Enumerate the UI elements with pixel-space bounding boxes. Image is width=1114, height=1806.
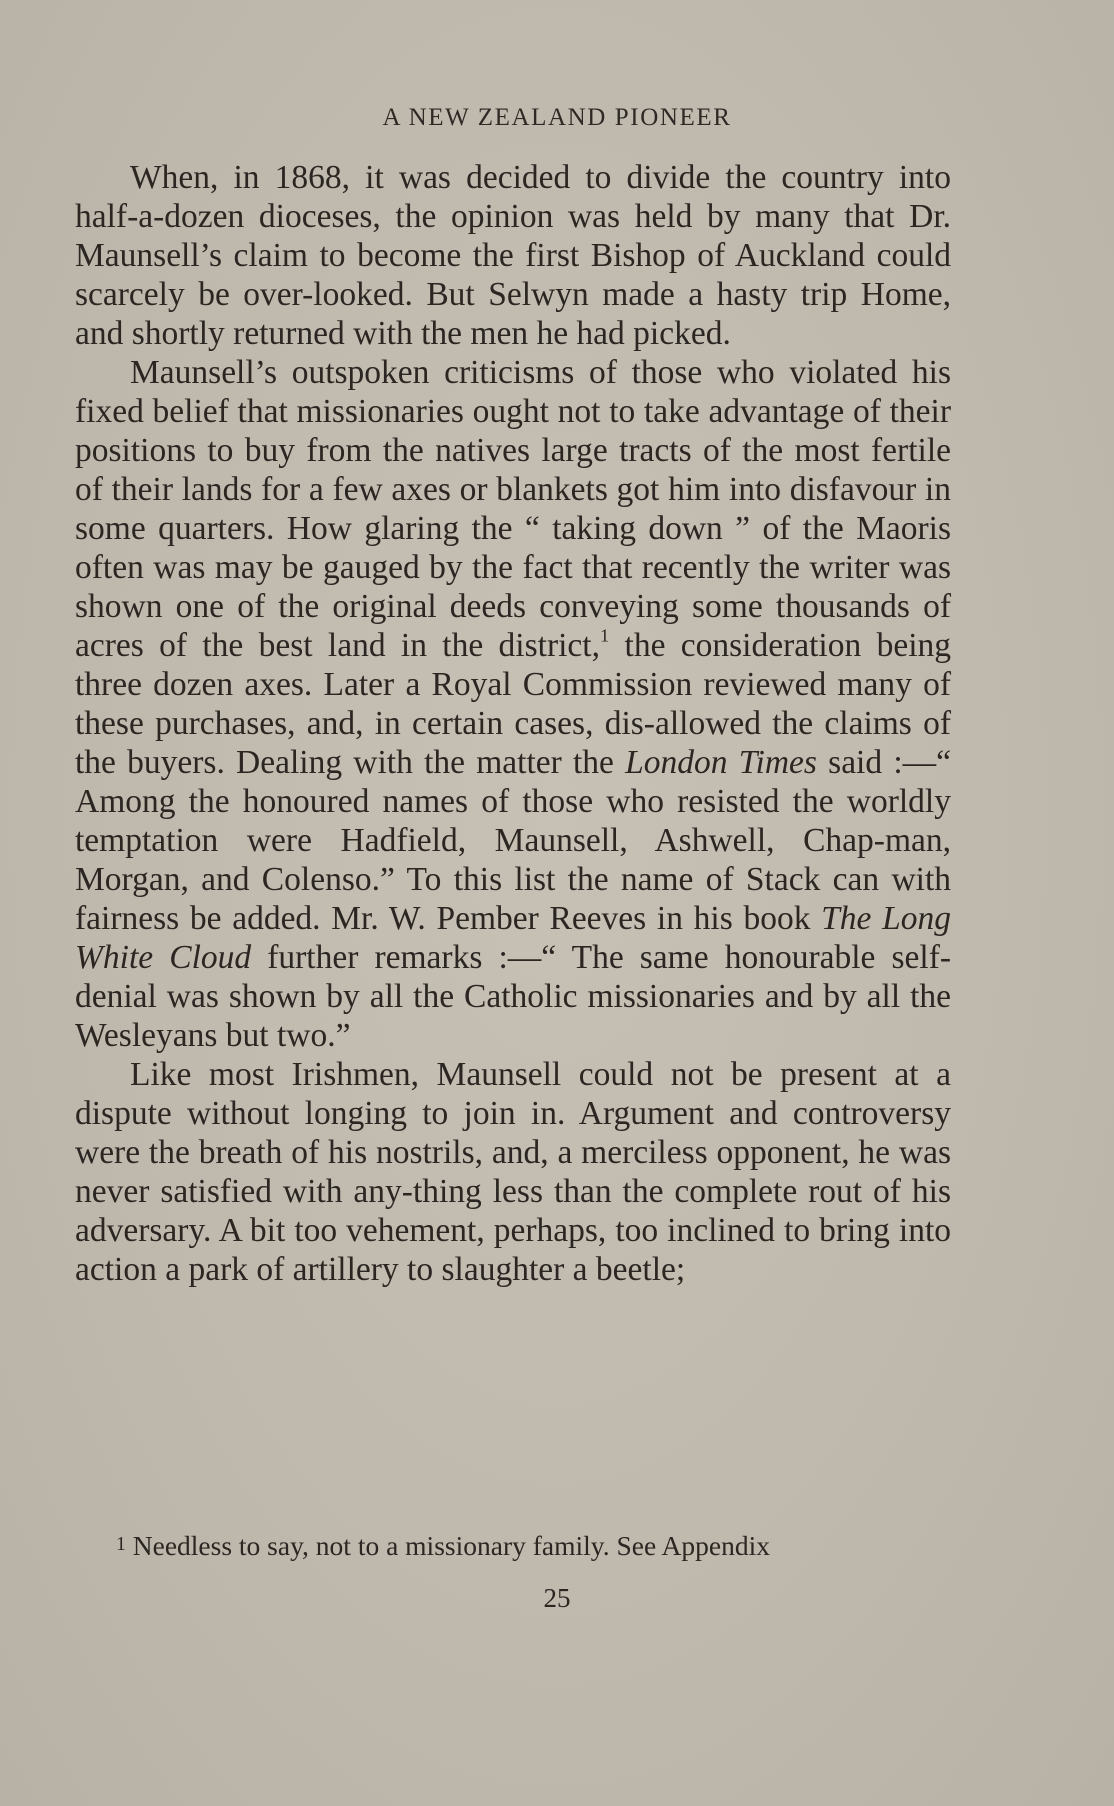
page-number: 25 [543, 1583, 571, 1613]
body-text [75, 158, 951, 1289]
running-head: A NEW ZEALAND PIONEER [382, 104, 732, 131]
footnote-marker: 1 [116, 1533, 126, 1555]
paragraph-2-text: further remarks :—“ The same honourable self-denial was shown by all the Catholic missionaries and by all the Wesleyans but two.” [75, 939, 952, 1054]
paragraph-2 [75, 353, 951, 1055]
paragraph-3: Like most Irishmen, Maunsell could not be present at a dispute without longing to join in. Argument and controversy were the breath of his nostrils, and, a merciless opponent, he was never satisfied with any-thing less than the complete rout of his adversary. A bit too vehement, perhaps, too inclined to bring into action a park of artillery to slaughter a beetle; [75, 1056, 951, 1288]
footnote-reference[interactable]: 1 [599, 625, 610, 646]
paragraph-2-text: the consideration being three dozen axes. Later a Royal Commission reviewed many of these purchases, and, in certain cases, dis-allowed the claims of the buyers. Dealing with the matter the [75, 627, 952, 781]
paragraph-1: When, in 1868, it was decided to divide the country into half-a-dozen dioceses, the opinion was held by many that Dr. Maunsell’s claim to become the first Bishop of Auckland could scarcely be over-looked. But Selwyn made a hasty trip Home, and shortly returned with the men he had picked. [75, 159, 951, 352]
paragraph-2-text: said :—“ Among the honoured names of those who resisted the worldly temptation were Hadfield, Maunsell, Ashwell, Chap-man, Morgan, and Colenso.” To this list the name of Stack can with fairness be added. Mr. W. Pember Reeves in his book [75, 744, 952, 937]
italic-title-london-times: London Times [625, 744, 817, 781]
footnote-text: Needless to say, not to a missionary family. See Appendix [125, 1529, 770, 1561]
paragraph-2-text: Maunsell’s outspoken criticisms of those who violated his fixed belief that missionaries ought not to take advantage of their positions to buy from the natives large tracts of the most fertile of their lands for a few axes or blankets got him into disfavour in some quarters. How glaring the “ taking down ” of the Maoris often was may be gauged by the fact that recently the writer was shown one of the original deeds conveying some thousands of acres of the best land in the district, [75, 354, 951, 664]
footnote [75, 1527, 959, 1563]
italic-title-long-white-cloud: The Long White Cloud [75, 900, 951, 976]
